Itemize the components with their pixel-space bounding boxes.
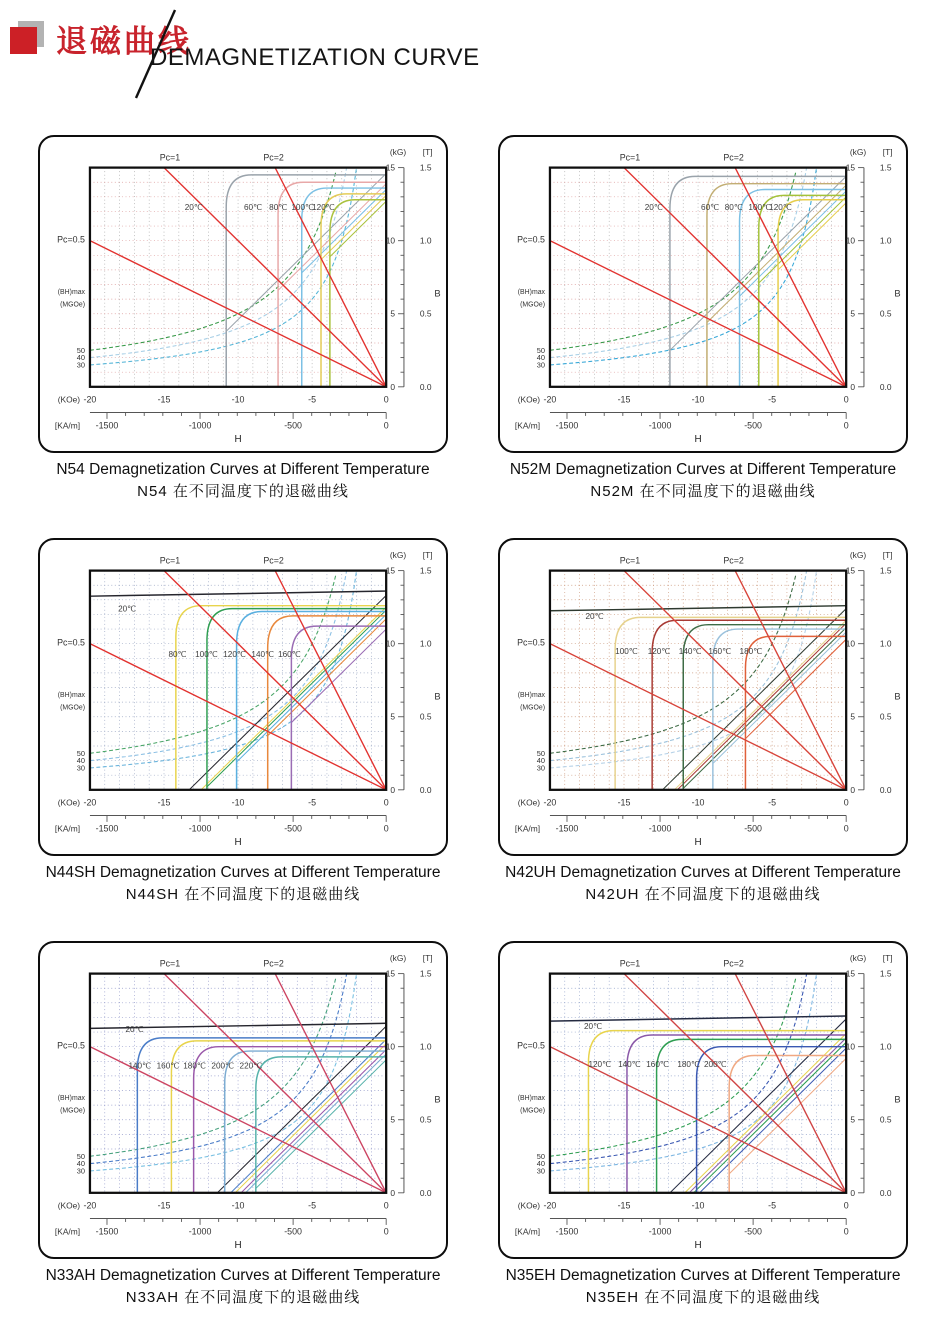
svg-text:-10: -10 (691, 1200, 705, 1211)
svg-text:(kG): (kG) (389, 952, 407, 963)
svg-text:60℃: 60℃ (243, 203, 263, 213)
svg-text:5: 5 (850, 711, 856, 722)
svg-text:1.5: 1.5 (419, 565, 432, 576)
svg-text:0: 0 (383, 420, 389, 431)
svg-text:H: H (234, 434, 242, 446)
chart-caption (498, 862, 908, 906)
svg-text:80℃: 80℃ (168, 649, 187, 659)
svg-text:0: 0 (390, 381, 396, 392)
svg-text:80℃: 80℃ (724, 203, 744, 213)
page-header (0, 0, 940, 130)
svg-text:-5: -5 (308, 1200, 317, 1211)
svg-text:-1500: -1500 (555, 1226, 579, 1237)
svg-text:200℃: 200℃ (703, 1060, 727, 1070)
axis-labels (515, 550, 901, 848)
svg-text:(KOe): (KOe) (57, 797, 81, 808)
svg-text:-500: -500 (744, 420, 762, 431)
svg-text:5: 5 (390, 308, 396, 319)
plot-area (550, 162, 849, 389)
svg-text:Pc=1: Pc=1 (159, 958, 181, 969)
svg-text:(kG): (kG) (849, 952, 867, 963)
chart-title-en: N44SH Demagnetization Curves at Different Temperature (45, 864, 441, 881)
chart-panel-n54 (38, 135, 448, 453)
svg-text:10: 10 (845, 1041, 856, 1052)
svg-text:Pc=2: Pc=2 (723, 152, 744, 163)
svg-text:H: H (694, 434, 702, 446)
temperature-labels (585, 612, 762, 656)
svg-text:-20: -20 (543, 1200, 557, 1211)
svg-text:1.0: 1.0 (419, 638, 432, 649)
svg-text:(BH)max: (BH)max (57, 1095, 86, 1103)
svg-text:0.5: 0.5 (419, 711, 432, 722)
svg-text:-5: -5 (308, 394, 317, 405)
chart-caption (498, 1265, 908, 1309)
svg-text:1.5: 1.5 (419, 162, 432, 173)
svg-text:15: 15 (845, 968, 856, 979)
svg-text:30: 30 (536, 1166, 546, 1176)
chart-panel-n42uh (498, 538, 908, 856)
svg-text:-20: -20 (543, 394, 557, 405)
svg-text:0.5: 0.5 (879, 711, 892, 722)
svg-text:160℃: 160℃ (646, 1060, 670, 1070)
svg-text:(BH)max: (BH)max (517, 692, 546, 700)
svg-text:-20: -20 (83, 797, 97, 808)
chart-cell-n33ah (38, 941, 448, 1309)
svg-text:140℃: 140℃ (251, 649, 275, 659)
svg-text:[T]: [T] (422, 952, 433, 963)
svg-text:-1000: -1000 (188, 823, 212, 834)
svg-text:(MGOe): (MGOe) (520, 301, 546, 309)
svg-text:B: B (434, 288, 441, 299)
svg-text:-10: -10 (231, 1200, 245, 1211)
svg-text:B: B (894, 288, 901, 299)
svg-text:-1500: -1500 (95, 420, 119, 431)
svg-text:H: H (234, 837, 242, 849)
svg-text:120℃: 120℃ (769, 203, 793, 213)
grid (90, 571, 386, 790)
svg-text:40: 40 (76, 353, 86, 363)
svg-text:1.0: 1.0 (879, 1041, 892, 1052)
svg-text:(KOe): (KOe) (57, 1200, 81, 1211)
svg-text:-1000: -1000 (188, 1226, 212, 1237)
svg-text:[T]: [T] (422, 146, 433, 157)
svg-text:[T]: [T] (882, 952, 893, 963)
svg-text:40: 40 (76, 1159, 86, 1169)
plot-area (90, 968, 389, 1195)
grid (550, 571, 846, 790)
svg-text:-15: -15 (617, 797, 631, 808)
svg-text:120℃: 120℃ (588, 1060, 612, 1070)
svg-text:Pc=1: Pc=1 (159, 152, 181, 163)
svg-text:200℃: 200℃ (211, 1061, 235, 1071)
svg-text:50: 50 (536, 748, 546, 758)
svg-text:-10: -10 (231, 394, 245, 405)
svg-text:0.0: 0.0 (419, 381, 432, 392)
svg-text:0: 0 (843, 797, 849, 808)
svg-text:0.5: 0.5 (879, 1114, 892, 1125)
svg-text:-20: -20 (83, 1200, 97, 1211)
svg-text:(KOe): (KOe) (57, 394, 81, 405)
svg-text:[T]: [T] (882, 549, 893, 560)
chart-caption (38, 862, 448, 906)
svg-text:Pc=0.5: Pc=0.5 (57, 234, 86, 245)
svg-text:15: 15 (385, 968, 396, 979)
bhmax-hyperbolas (550, 968, 817, 1171)
svg-text:-500: -500 (284, 420, 302, 431)
svg-text:0: 0 (383, 1226, 389, 1237)
chart-title-zh: N35EH 在不同温度下的退磁曲线 (585, 1289, 821, 1306)
axis-labels (55, 147, 441, 445)
chart-canvas-n35eh (500, 943, 906, 1257)
svg-text:(MGOe): (MGOe) (60, 301, 86, 309)
svg-text:10: 10 (845, 638, 856, 649)
svg-text:100℃: 100℃ (291, 203, 315, 213)
svg-text:-500: -500 (284, 823, 302, 834)
chart-panel-n44sh (38, 538, 448, 856)
svg-text:0: 0 (850, 784, 856, 795)
svg-text:Pc=2: Pc=2 (263, 555, 284, 566)
svg-text:40: 40 (536, 1159, 546, 1169)
svg-text:50: 50 (76, 748, 86, 758)
svg-text:1.0: 1.0 (419, 235, 432, 246)
svg-text:15: 15 (385, 162, 396, 173)
svg-text:0: 0 (383, 1200, 389, 1211)
chart-title-en: N33AH Demagnetization Curves at Different Temperature (45, 1267, 441, 1284)
svg-text:10: 10 (385, 235, 396, 246)
svg-text:120℃: 120℃ (223, 649, 247, 659)
svg-text:160℃: 160℃ (278, 649, 301, 659)
svg-text:(KOe): (KOe) (517, 1200, 541, 1211)
chart-canvas-n44sh (40, 540, 446, 854)
series-curves (550, 606, 846, 790)
svg-text:-5: -5 (768, 1200, 777, 1211)
svg-text:-15: -15 (617, 1200, 631, 1211)
svg-text:0: 0 (390, 1187, 396, 1198)
svg-text:20℃: 20℃ (125, 1025, 144, 1035)
svg-text:-10: -10 (691, 394, 705, 405)
svg-text:[KA/m]: [KA/m] (54, 1226, 81, 1237)
svg-text:Pc=0.5: Pc=0.5 (57, 1040, 86, 1051)
svg-text:1.5: 1.5 (879, 968, 892, 979)
svg-text:5: 5 (850, 1114, 856, 1125)
chart-title-en: N52M Demagnetization Curves at Different Temperature (509, 461, 897, 478)
chart-title-en: N54 Demagnetization Curves at Different Temperature (56, 461, 430, 478)
axis-labels (55, 550, 441, 848)
svg-text:30: 30 (536, 763, 546, 773)
grid (550, 974, 846, 1193)
svg-text:50: 50 (536, 345, 546, 355)
svg-text:60℃: 60℃ (701, 203, 720, 213)
svg-text:-5: -5 (308, 797, 317, 808)
svg-text:0: 0 (843, 394, 849, 405)
svg-text:(BH)max: (BH)max (57, 289, 86, 297)
axis-labels (515, 147, 901, 445)
svg-text:0.0: 0.0 (419, 784, 432, 795)
brand-square-icon (10, 27, 37, 54)
svg-text:10: 10 (385, 1041, 396, 1052)
load-lines (90, 974, 389, 1196)
svg-text:Pc=1: Pc=1 (159, 555, 181, 566)
svg-text:5: 5 (390, 711, 396, 722)
svg-text:180℃: 180℃ (183, 1061, 207, 1071)
svg-text:Pc=1: Pc=1 (619, 152, 641, 163)
svg-text:0.0: 0.0 (879, 381, 892, 392)
chart-cell-n42uh (498, 538, 908, 906)
svg-text:0.5: 0.5 (419, 1114, 432, 1125)
svg-text:(BH)max: (BH)max (57, 692, 86, 700)
chart-canvas-n52m (500, 137, 906, 451)
svg-text:30: 30 (536, 360, 546, 370)
chart-cell-n35eh (498, 941, 908, 1309)
svg-text:50: 50 (536, 1151, 546, 1161)
svg-text:140℃: 140℃ (618, 1060, 641, 1070)
svg-text:Pc=2: Pc=2 (263, 152, 284, 163)
bhmax-hyperbolas (550, 162, 817, 365)
svg-text:B: B (434, 1094, 441, 1105)
svg-text:40: 40 (536, 756, 546, 766)
svg-text:0: 0 (850, 381, 856, 392)
svg-text:20℃: 20℃ (584, 1022, 603, 1032)
svg-text:-20: -20 (543, 797, 557, 808)
svg-text:[KA/m]: [KA/m] (514, 1226, 541, 1237)
chart-panel-n33ah (38, 941, 448, 1259)
svg-text:140℃: 140℃ (678, 646, 702, 656)
grid (90, 168, 386, 387)
svg-text:1.5: 1.5 (419, 968, 432, 979)
svg-text:-5: -5 (768, 797, 777, 808)
svg-text:(KOe): (KOe) (517, 797, 541, 808)
svg-text:[KA/m]: [KA/m] (514, 823, 541, 834)
chart-grid (38, 135, 908, 1309)
svg-text:-10: -10 (691, 797, 705, 808)
svg-text:-1000: -1000 (648, 823, 672, 834)
svg-text:5: 5 (850, 308, 856, 319)
svg-text:10: 10 (385, 638, 396, 649)
svg-text:Pc=0.5: Pc=0.5 (517, 1040, 546, 1051)
svg-text:1.5: 1.5 (879, 162, 892, 173)
plot-area (90, 162, 389, 389)
svg-text:100℃: 100℃ (615, 646, 638, 656)
svg-text:[KA/m]: [KA/m] (54, 420, 81, 431)
chart-title-en: N42UH Demagnetization Curves at Different Temperature (505, 864, 901, 881)
svg-text:0.5: 0.5 (879, 308, 892, 319)
chart-panel-n35eh (498, 941, 908, 1259)
svg-text:H: H (694, 837, 702, 849)
svg-text:80℃: 80℃ (269, 203, 288, 213)
svg-text:[T]: [T] (422, 549, 433, 560)
svg-text:(MGOe): (MGOe) (60, 704, 86, 712)
svg-text:0.0: 0.0 (879, 1187, 892, 1198)
svg-text:(kG): (kG) (389, 549, 407, 560)
svg-text:Pc=2: Pc=2 (723, 958, 744, 969)
svg-text:Pc=1: Pc=1 (619, 958, 641, 969)
chart-cell-n52m (498, 135, 908, 503)
svg-text:20℃: 20℃ (118, 604, 137, 614)
plot-area (90, 565, 389, 792)
svg-text:-500: -500 (284, 1226, 302, 1237)
svg-text:0.5: 0.5 (419, 308, 432, 319)
chart-title-zh: N42UH 在不同温度下的退磁曲线 (585, 886, 821, 903)
svg-text:20℃: 20℃ (644, 203, 664, 213)
svg-text:0.0: 0.0 (879, 784, 892, 795)
chart-canvas-n33ah (40, 943, 446, 1257)
svg-text:H: H (234, 1240, 242, 1252)
chart-cell-n44sh (38, 538, 448, 906)
svg-text:50: 50 (76, 1151, 86, 1161)
svg-text:-500: -500 (744, 1226, 762, 1237)
svg-text:15: 15 (845, 565, 856, 576)
svg-text:-20: -20 (83, 394, 97, 405)
svg-text:1.0: 1.0 (419, 1041, 432, 1052)
chart-title-en: N35EH Demagnetization Curves at Different Temperature (505, 1267, 901, 1284)
svg-text:[T]: [T] (882, 146, 893, 157)
svg-text:0: 0 (843, 1226, 849, 1237)
chart-caption (38, 459, 448, 503)
svg-text:100℃: 100℃ (195, 649, 218, 659)
svg-text:120℃: 120℃ (647, 646, 671, 656)
svg-text:-5: -5 (768, 394, 777, 405)
svg-text:(kG): (kG) (849, 146, 867, 157)
axis-labels (55, 953, 441, 1251)
svg-text:B: B (894, 1094, 901, 1105)
svg-text:(BH)max: (BH)max (517, 289, 546, 297)
svg-text:180℃: 180℃ (739, 646, 763, 656)
svg-text:(BH)max: (BH)max (517, 1095, 546, 1103)
svg-text:Pc=0.5: Pc=0.5 (517, 637, 546, 648)
svg-text:100℃: 100℃ (748, 203, 772, 213)
plot-area (550, 565, 849, 792)
svg-text:(MGOe): (MGOe) (520, 1107, 546, 1115)
chart-title-zh: N52M 在不同温度下的退磁曲线 (590, 483, 816, 500)
plot-area (550, 968, 849, 1195)
svg-text:(kG): (kG) (389, 146, 407, 157)
svg-text:-1000: -1000 (648, 420, 672, 431)
svg-text:-1000: -1000 (648, 1226, 672, 1237)
svg-text:160℃: 160℃ (156, 1061, 180, 1071)
svg-text:0: 0 (850, 1187, 856, 1198)
svg-text:[KA/m]: [KA/m] (514, 420, 541, 431)
svg-text:40: 40 (536, 353, 546, 363)
svg-text:220℃: 220℃ (239, 1061, 263, 1071)
svg-text:20℃: 20℃ (184, 203, 204, 213)
svg-text:0: 0 (843, 823, 849, 834)
svg-text:(kG): (kG) (849, 549, 867, 560)
svg-text:0: 0 (843, 420, 849, 431)
svg-text:-1500: -1500 (95, 1226, 119, 1237)
svg-text:H: H (694, 1240, 702, 1252)
svg-text:20℃: 20℃ (585, 611, 604, 621)
svg-text:50: 50 (76, 345, 86, 355)
svg-text:-500: -500 (744, 823, 762, 834)
svg-text:0: 0 (843, 1200, 849, 1211)
temperature-labels (118, 605, 301, 659)
svg-text:5: 5 (390, 1114, 396, 1125)
load-lines (90, 168, 389, 390)
svg-text:30: 30 (76, 1166, 86, 1176)
chart-title-zh: N44SH 在不同温度下的退磁曲线 (125, 886, 361, 903)
svg-text:0.0: 0.0 (419, 1187, 432, 1198)
svg-text:15: 15 (845, 162, 856, 173)
svg-text:Pc=0.5: Pc=0.5 (57, 637, 86, 648)
svg-text:(MGOe): (MGOe) (520, 704, 546, 712)
svg-text:0: 0 (383, 823, 389, 834)
svg-text:-1000: -1000 (188, 420, 212, 431)
svg-text:B: B (894, 691, 901, 702)
svg-text:140℃: 140℃ (128, 1061, 152, 1071)
svg-text:-1500: -1500 (555, 823, 579, 834)
svg-text:120℃: 120℃ (312, 203, 335, 213)
page-title-en: DEMAGNETIZATION CURVE (150, 44, 480, 71)
svg-text:-15: -15 (157, 1200, 171, 1211)
svg-text:Pc=2: Pc=2 (263, 958, 284, 969)
svg-text:1.5: 1.5 (879, 565, 892, 576)
svg-text:10: 10 (845, 235, 856, 246)
svg-text:-15: -15 (617, 394, 631, 405)
bhmax-hyperbolas (90, 162, 357, 365)
svg-text:B: B (434, 691, 441, 702)
chart-canvas-n54 (40, 137, 446, 451)
svg-text:Pc=0.5: Pc=0.5 (517, 234, 546, 245)
svg-text:-15: -15 (157, 797, 171, 808)
svg-text:Pc=2: Pc=2 (723, 555, 744, 566)
svg-text:-15: -15 (157, 394, 171, 405)
page-title-zh: 退磁曲线 (56, 24, 192, 59)
chart-panel-n52m (498, 135, 908, 453)
svg-text:180℃: 180℃ (677, 1060, 701, 1070)
svg-text:-1500: -1500 (95, 823, 119, 834)
svg-text:40: 40 (76, 756, 86, 766)
svg-text:Pc=1: Pc=1 (619, 555, 641, 566)
temperature-labels (584, 1022, 727, 1069)
svg-text:30: 30 (76, 360, 86, 370)
chart-canvas-n42uh (500, 540, 906, 854)
axis-labels (515, 953, 901, 1251)
svg-text:0: 0 (390, 784, 396, 795)
svg-text:-10: -10 (231, 797, 245, 808)
svg-text:15: 15 (385, 565, 396, 576)
svg-text:(KOe): (KOe) (517, 394, 541, 405)
chart-title-zh: N54 在不同温度下的退磁曲线 (137, 483, 349, 500)
chart-cell-n54 (38, 135, 448, 503)
chart-caption (38, 1265, 448, 1309)
load-lines (550, 168, 849, 390)
svg-text:[KA/m]: [KA/m] (54, 823, 81, 834)
svg-text:0: 0 (383, 394, 389, 405)
svg-text:-1500: -1500 (555, 420, 579, 431)
svg-text:(MGOe): (MGOe) (60, 1107, 86, 1115)
svg-text:0: 0 (383, 797, 389, 808)
svg-text:1.0: 1.0 (879, 638, 892, 649)
svg-text:160℃: 160℃ (708, 646, 732, 656)
svg-text:30: 30 (76, 763, 86, 773)
chart-title-zh: N33AH 在不同温度下的退磁曲线 (125, 1289, 361, 1306)
chart-caption (498, 459, 908, 503)
svg-text:1.0: 1.0 (879, 235, 892, 246)
